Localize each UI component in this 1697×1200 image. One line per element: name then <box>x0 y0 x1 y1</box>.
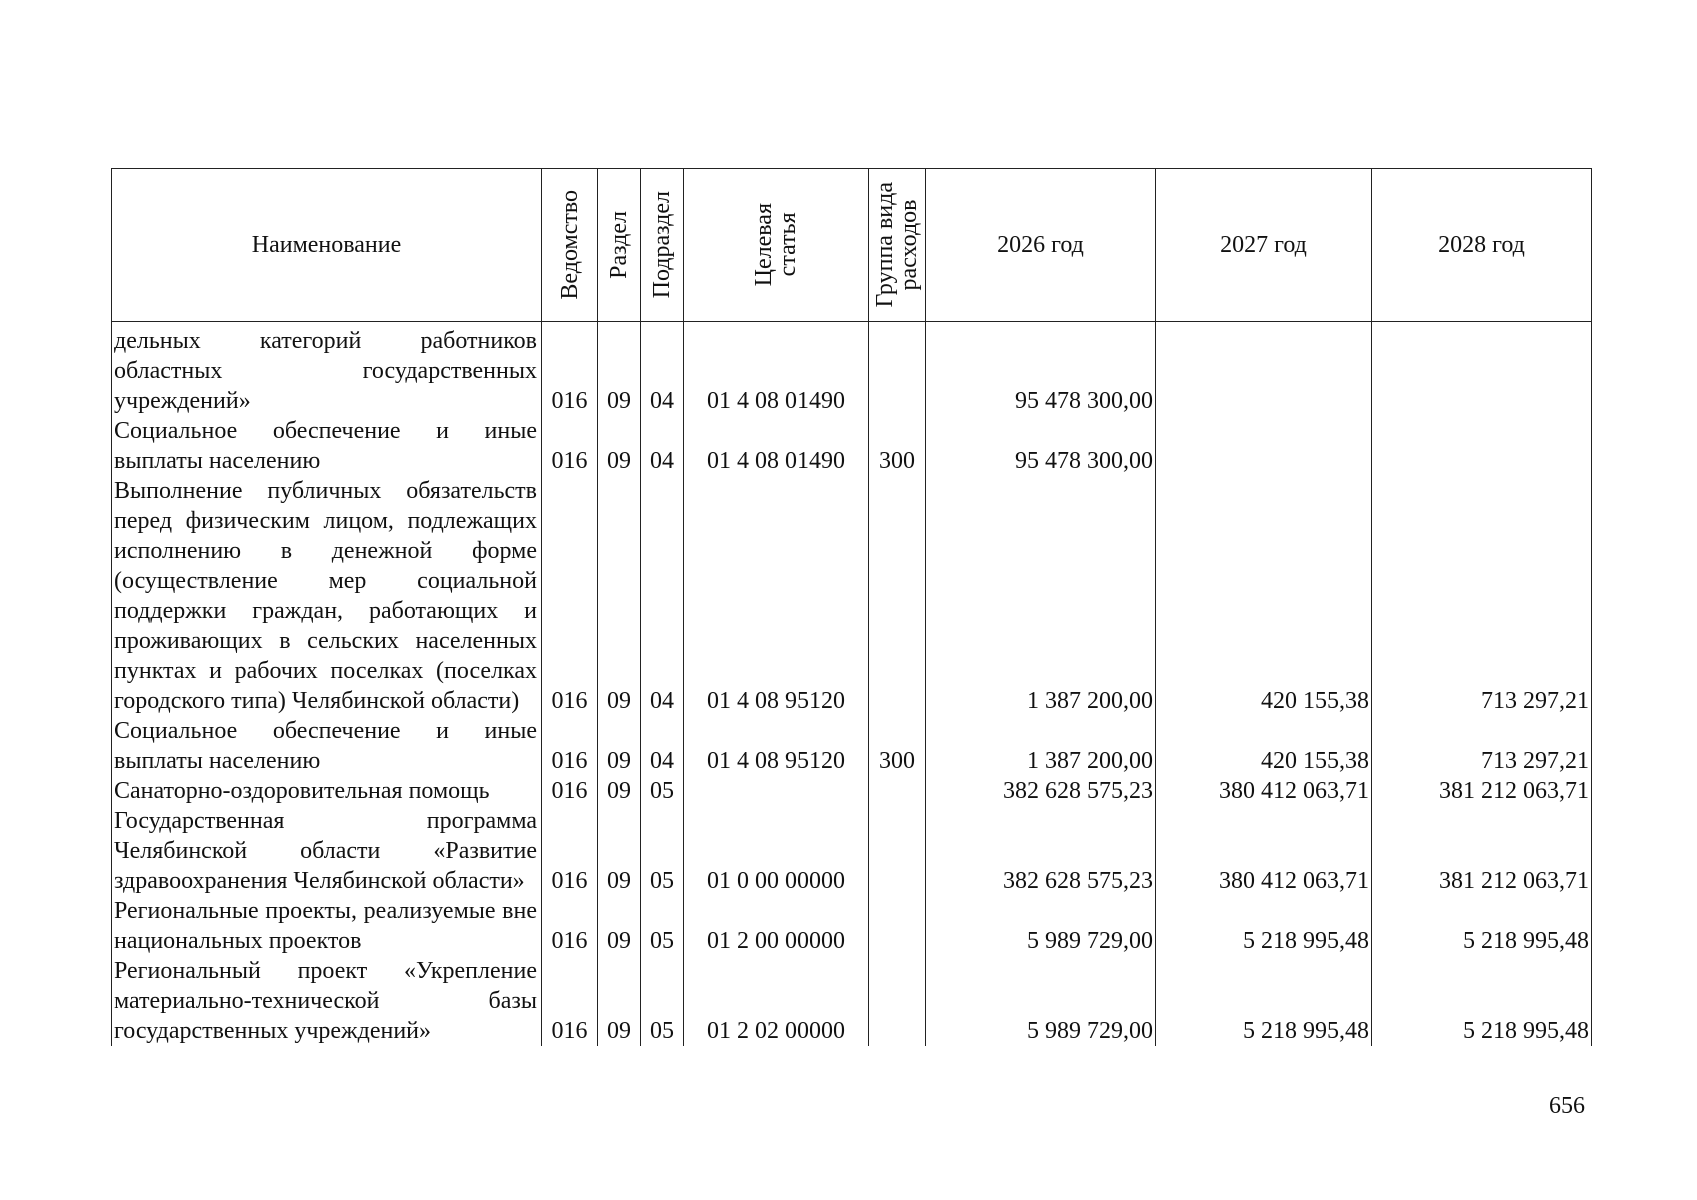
header-year-2028: 2028 год <box>1372 169 1592 322</box>
cell-year-2026: 1 387 200,00 <box>926 476 1156 716</box>
cell-name: Санаторно-оздоровительная помощь <box>112 776 542 806</box>
table-header-row <box>112 169 1592 322</box>
cell-year-2027: 5 218 995,48 <box>1156 896 1372 956</box>
cell-celevaya-statya: 01 4 08 95120 <box>684 716 869 776</box>
header-celevaya-statya: Целевая статья <box>684 169 869 322</box>
table-row <box>112 896 1592 956</box>
cell-year-2027 <box>1156 322 1372 417</box>
header-gruppa-vida-rashodov: Группа вида расходов <box>869 169 926 322</box>
cell-celevaya-statya: 01 4 08 95120 <box>684 476 869 716</box>
cell-celevaya-statya: 01 4 08 01490 <box>684 416 869 476</box>
cell-razdel: 09 <box>598 416 641 476</box>
cell-podrazdel: 05 <box>641 956 684 1046</box>
table-row <box>112 716 1592 776</box>
table-row <box>112 322 1592 417</box>
cell-name: Региональный проект «Укрепление материально-технической базы государственных учреждений» <box>112 956 542 1046</box>
header-razdel: Раздел <box>598 169 641 322</box>
cell-year-2027: 380 412 063,71 <box>1156 776 1372 806</box>
cell-year-2026: 1 387 200,00 <box>926 716 1156 776</box>
cell-podrazdel: 05 <box>641 896 684 956</box>
cell-podrazdel: 04 <box>641 416 684 476</box>
header-year-2027: 2027 год <box>1156 169 1372 322</box>
cell-razdel: 09 <box>598 806 641 896</box>
cell-gruppa <box>869 806 926 896</box>
cell-vedomstvo: 016 <box>542 716 598 776</box>
cell-gruppa: 300 <box>869 416 926 476</box>
cell-razdel: 09 <box>598 776 641 806</box>
cell-vedomstvo: 016 <box>542 776 598 806</box>
cell-vedomstvo: 016 <box>542 806 598 896</box>
cell-year-2027: 420 155,38 <box>1156 476 1372 716</box>
cell-podrazdel: 04 <box>641 322 684 417</box>
cell-gruppa <box>869 322 926 417</box>
cell-podrazdel: 04 <box>641 476 684 716</box>
cell-year-2026: 5 989 729,00 <box>926 896 1156 956</box>
cell-vedomstvo: 016 <box>542 896 598 956</box>
cell-name: Государственная программа Челябинской области «Развитие здравоохранения Челябинской области» <box>112 806 542 896</box>
table-row <box>112 956 1592 1046</box>
cell-celevaya-statya: 01 2 02 00000 <box>684 956 869 1046</box>
cell-podrazdel: 05 <box>641 776 684 806</box>
cell-year-2028: 713 297,21 <box>1372 476 1592 716</box>
cell-year-2028 <box>1372 322 1592 417</box>
cell-razdel: 09 <box>598 956 641 1046</box>
cell-year-2028: 713 297,21 <box>1372 716 1592 776</box>
table-body <box>112 322 1592 1047</box>
cell-celevaya-statya: 01 0 00 00000 <box>684 806 869 896</box>
cell-gruppa <box>869 776 926 806</box>
cell-year-2026: 382 628 575,23 <box>926 776 1156 806</box>
cell-celevaya-statya: 01 4 08 01490 <box>684 322 869 417</box>
cell-vedomstvo: 016 <box>542 322 598 417</box>
cell-razdel: 09 <box>598 716 641 776</box>
budget-table <box>111 168 1592 1046</box>
page-number: 656 <box>1549 1093 1585 1119</box>
cell-vedomstvo: 016 <box>542 956 598 1046</box>
header-name: Наименование <box>112 169 542 322</box>
cell-celevaya-statya: 01 2 00 00000 <box>684 896 869 956</box>
cell-razdel: 09 <box>598 322 641 417</box>
cell-podrazdel: 05 <box>641 806 684 896</box>
cell-podrazdel: 04 <box>641 716 684 776</box>
header-year-2026: 2026 год <box>926 169 1156 322</box>
header-vedomstvo: Ведомство <box>542 169 598 322</box>
cell-gruppa <box>869 896 926 956</box>
cell-name: дельных категорий работников областных государственных учреждений» <box>112 322 542 417</box>
cell-year-2026: 5 989 729,00 <box>926 956 1156 1046</box>
table-row <box>112 806 1592 896</box>
cell-name: Региональные проекты, реализуемые вне национальных проектов <box>112 896 542 956</box>
cell-year-2028: 381 212 063,71 <box>1372 776 1592 806</box>
cell-year-2027: 5 218 995,48 <box>1156 956 1372 1046</box>
cell-vedomstvo: 016 <box>542 476 598 716</box>
table-row <box>112 476 1592 716</box>
cell-gruppa: 300 <box>869 716 926 776</box>
cell-celevaya-statya <box>684 776 869 806</box>
table-row <box>112 416 1592 476</box>
cell-name: Социальное обеспечение и иные выплаты населению <box>112 716 542 776</box>
cell-year-2027 <box>1156 416 1372 476</box>
cell-name: Выполнение публичных обязательств перед физическим лицом, подлежащих исполнению в денежной форме (осуществление мер социальной поддержки граждан, работающих и проживающих в сельских населенных пунктах и рабочих поселках (поселках городского типа) Челябинской области) <box>112 476 542 716</box>
cell-year-2027: 380 412 063,71 <box>1156 806 1372 896</box>
cell-razdel: 09 <box>598 896 641 956</box>
cell-gruppa <box>869 956 926 1046</box>
cell-year-2028: 5 218 995,48 <box>1372 896 1592 956</box>
cell-year-2027: 420 155,38 <box>1156 716 1372 776</box>
cell-year-2026: 95 478 300,00 <box>926 322 1156 417</box>
header-podrazdel: Подраздел <box>641 169 684 322</box>
cell-gruppa <box>869 476 926 716</box>
cell-razdel: 09 <box>598 476 641 716</box>
cell-year-2026: 95 478 300,00 <box>926 416 1156 476</box>
table-row <box>112 776 1592 806</box>
cell-year-2028 <box>1372 416 1592 476</box>
cell-year-2028: 381 212 063,71 <box>1372 806 1592 896</box>
cell-year-2026: 382 628 575,23 <box>926 806 1156 896</box>
cell-name: Социальное обеспечение и иные выплаты населению <box>112 416 542 476</box>
cell-year-2028: 5 218 995,48 <box>1372 956 1592 1046</box>
cell-vedomstvo: 016 <box>542 416 598 476</box>
